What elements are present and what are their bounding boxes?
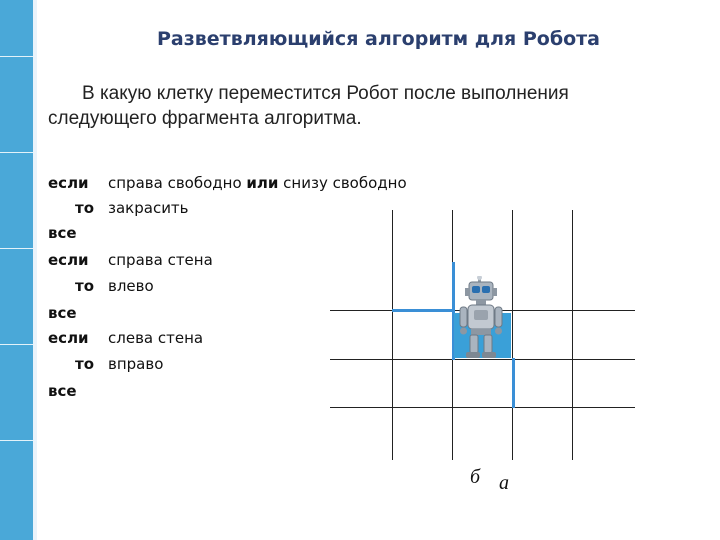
left-accent-bar bbox=[0, 0, 33, 540]
cell-label-b: б bbox=[470, 466, 481, 488]
keyword-or: или bbox=[246, 174, 279, 192]
action-text: влево bbox=[108, 277, 154, 295]
keyword-then: то bbox=[75, 277, 94, 295]
algorithm-line bbox=[48, 222, 77, 244]
keyword-end: все bbox=[48, 382, 77, 400]
keyword-end: все bbox=[48, 304, 77, 322]
action-text: вправо bbox=[108, 355, 164, 373]
robot-icon bbox=[454, 276, 510, 361]
algorithm-line bbox=[48, 275, 154, 297]
question-text: В какую клетку переместится Робот после выполнения следующего фрагмента алгоритма. bbox=[48, 83, 569, 129]
slide-title: Разветвляющийся алгоритм для Робота bbox=[156, 28, 601, 50]
grid-line bbox=[512, 210, 513, 460]
condition-text: слева стена bbox=[108, 329, 204, 347]
keyword-end: все bbox=[48, 224, 77, 242]
algorithm-line bbox=[48, 249, 213, 271]
keyword-if: если bbox=[48, 174, 89, 192]
algorithm-line bbox=[48, 380, 77, 402]
algorithm-line bbox=[48, 197, 189, 219]
wall-right bbox=[512, 358, 515, 408]
grid-line bbox=[572, 210, 573, 460]
keyword-then: то bbox=[75, 199, 94, 217]
condition-text: справа свободно или снизу свободно bbox=[108, 174, 407, 192]
grid-line bbox=[330, 407, 635, 408]
algorithm-line bbox=[48, 302, 77, 324]
keyword-then: то bbox=[75, 355, 94, 373]
algorithm-line bbox=[48, 353, 164, 375]
grid-line bbox=[392, 210, 393, 460]
keyword-if: если bbox=[48, 329, 89, 347]
condition-text: справа стена bbox=[108, 251, 213, 269]
cell-label-a: а bbox=[499, 472, 509, 494]
algorithm-line bbox=[48, 327, 204, 349]
wall-top bbox=[392, 309, 454, 312]
left-accent-edge bbox=[33, 0, 37, 540]
keyword-if: если bbox=[48, 251, 89, 269]
action-text: закрасить bbox=[108, 199, 189, 217]
algorithm-line bbox=[48, 172, 407, 194]
